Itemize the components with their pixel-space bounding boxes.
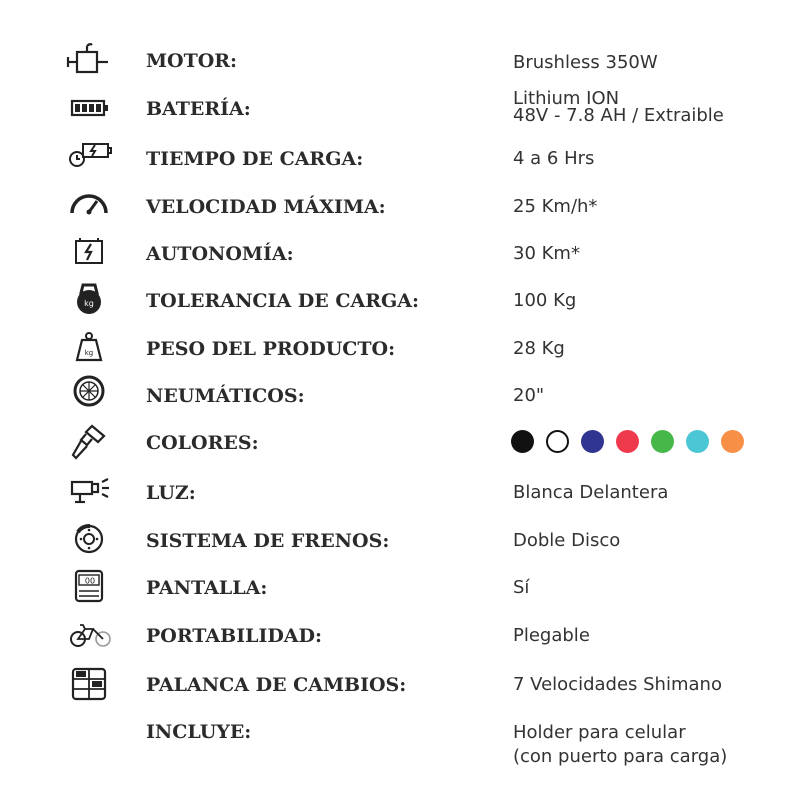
autonomy-battery-icon <box>64 233 114 273</box>
charging-time-icon <box>64 137 114 177</box>
light-icon <box>64 472 114 512</box>
spec-label: AUTONOMÍA: <box>146 243 294 265</box>
speedometer-icon <box>64 186 114 226</box>
spec-label: VELOCIDAD MÁXIMA: <box>146 196 386 218</box>
spec-value-line1: Holder para celular <box>513 722 686 743</box>
gear-shifter-icon <box>64 664 114 704</box>
spec-value: Sí <box>513 577 530 598</box>
spec-label: INCLUYE: <box>146 721 252 743</box>
paintbrush-icon <box>64 422 114 462</box>
spec-label: PORTABILIDAD: <box>146 625 323 647</box>
spec-value: Blanca Delantera <box>513 482 669 503</box>
spec-label: SISTEMA DE FRENOS: <box>146 530 390 552</box>
spec-value <box>513 721 727 769</box>
motor-icon <box>64 42 114 82</box>
spec-value: 4 a 6 Hrs <box>513 148 595 169</box>
spec-label: NEUMÁTICOS: <box>146 385 305 407</box>
spec-label: LUZ: <box>146 482 196 504</box>
color-swatch-light-blue[interactable] <box>686 430 709 453</box>
color-swatch-orange[interactable] <box>721 430 744 453</box>
spec-value: Brushless 350W <box>513 52 658 73</box>
spec-value: 20" <box>513 385 545 406</box>
spec-value-line1: Lithium ION <box>513 88 620 109</box>
battery-icon <box>64 89 114 129</box>
color-swatch-black[interactable] <box>511 430 534 453</box>
spec-value: 7 Velocidades Shimano <box>513 674 722 695</box>
brake-disc-icon <box>64 520 114 560</box>
spec-label: COLORES: <box>146 432 259 454</box>
spec-value: 100 Kg <box>513 290 577 311</box>
spec-label: PALANCA DE CAMBIOS: <box>146 674 407 696</box>
svg-text:kg: kg <box>84 299 94 308</box>
spec-value-line2: 48V - 7.8 AH / Extraible <box>513 105 724 126</box>
spec-label: PANTALLA: <box>146 577 268 599</box>
spec-value: 30 Km* <box>513 243 580 264</box>
spec-value: 28 Kg <box>513 338 565 359</box>
color-swatches <box>511 430 744 453</box>
svg-text:kg: kg <box>84 349 94 357</box>
color-swatch-green[interactable] <box>651 430 674 453</box>
spec-label: TIEMPO DE CARGA: <box>146 148 364 170</box>
spec-label: TOLERANCIA DE CARGA: <box>146 290 420 312</box>
color-swatch-white[interactable] <box>546 430 569 453</box>
spec-value: Doble Disco <box>513 530 621 551</box>
spec-label: MOTOR: <box>146 50 238 72</box>
bicycle-icon <box>64 616 114 656</box>
spec-label: PESO DEL PRODUCTO: <box>146 338 396 360</box>
color-swatch-red[interactable] <box>616 430 639 453</box>
kettlebell-icon <box>64 280 114 320</box>
weight-icon <box>64 328 114 368</box>
display-icon <box>64 567 114 607</box>
spec-value-line2: (con puerto para carga) <box>513 746 728 767</box>
svg-text:00: 00 <box>84 576 96 586</box>
spec-label: BATERÍA: <box>146 98 251 120</box>
tire-icon <box>64 373 114 413</box>
color-swatch-navy-blue[interactable] <box>581 430 604 453</box>
spec-value: 25 Km/h* <box>513 196 598 217</box>
spec-value: Plegable <box>513 625 590 646</box>
spec-value <box>513 90 724 124</box>
